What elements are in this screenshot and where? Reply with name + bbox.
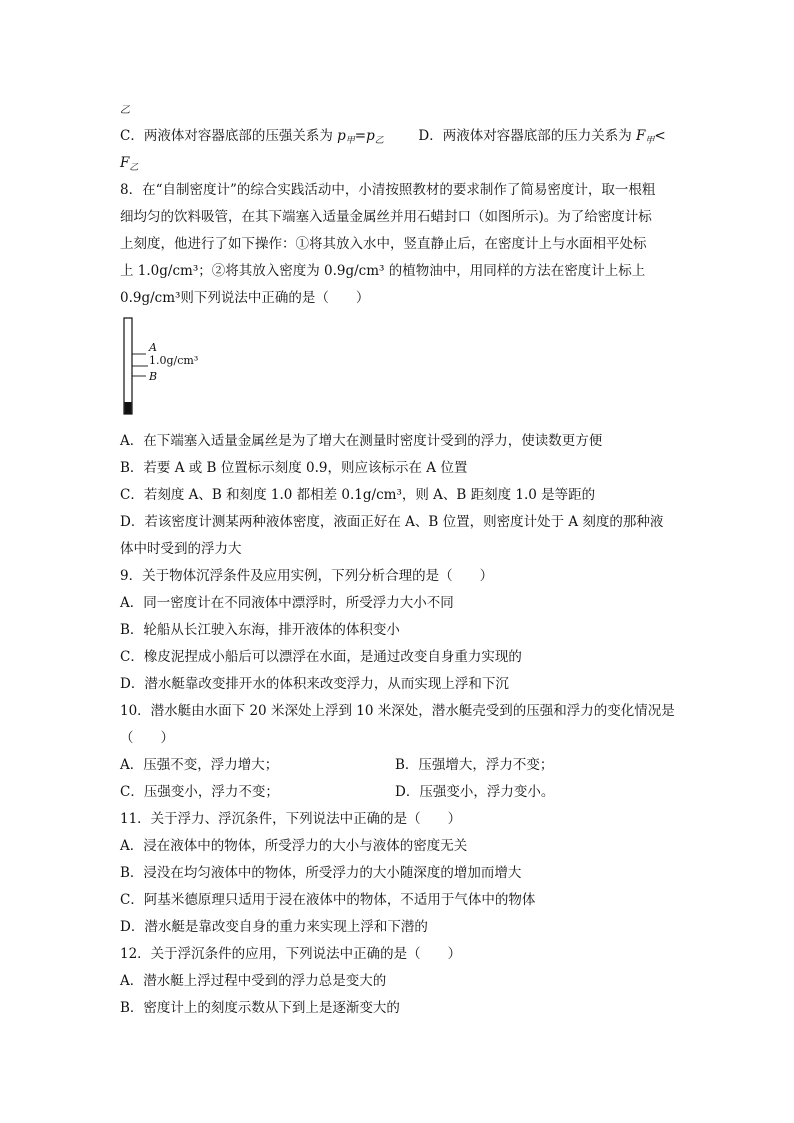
- hydrometer-figure: [120, 314, 680, 426]
- q11-option-b: B．浸没在均匀液体中的物体，所受浮力的大小随深度的增加而增大: [120, 865, 522, 881]
- q10-option-c: C．压强变小，浮力不变；: [120, 784, 279, 800]
- question-12: [120, 941, 680, 1022]
- q11-stem: 11．关于浮力、浮沉条件，下列说法中正确的是（ ）: [120, 811, 462, 827]
- q9-option-b: B．轮船从长江驶入东海，排开液体的体积变小: [120, 622, 400, 638]
- q10-options-row-1: [120, 752, 680, 779]
- q8-stem-line: 上 1.0g/cm³；②将其放入密度为 0.9g/cm³ 的植物油中，用同样的方法在密度计上标上: [120, 263, 646, 279]
- q8-stem-line: 上刻度，他进行了如下操作：①将其放入水中，竖直静止后，在密度计上与水面相平处标: [120, 236, 647, 252]
- q10-stem: 10．潜水艇由水面下 20 米深处上浮到 10 米深处，潜水艇壳受到的压强和浮力的变化情况是: [120, 703, 675, 719]
- q8-stem-line: 8．在“自制密度计”的综合实践活动中，小清按照教材的要求制作了简易密度计，取一根粗: [120, 182, 656, 198]
- q12-option-b: B．密度计上的刻度示数从下到上是逐渐变大的: [120, 1000, 400, 1016]
- option-c: C．两液体对容器底部的压强关系为 $p_甲=p_乙$: [120, 128, 384, 146]
- q12-option-a: A．潜水艇上浮过程中受到的浮力总是变大的: [120, 973, 387, 989]
- q10-options-row-2: [120, 779, 680, 806]
- q11-option-c: C．阿基米德原理只适用于浸在液体中的物体，不适用于气体中的物体: [120, 892, 536, 908]
- label-density-mark: 1.0g/cm³: [149, 354, 199, 367]
- q9-option-c: C．橡皮泥捏成小船后可以漂浮在水面，是通过改变自身重力实现的: [120, 649, 522, 665]
- option-d: D．两液体对容器底部的压力关系为 $F_甲<$: [418, 128, 666, 146]
- hydrometer-tube: [124, 318, 132, 414]
- q8-option-a: A．在下端塞入适量金属丝是为了增大在测量时密度计受到的浮力，使读数更方便: [120, 433, 603, 449]
- prev-question-options: [120, 123, 680, 150]
- question-8: [120, 177, 680, 563]
- q8-option-b: B．若要 A 或 B 位置标示刻度 0.9，则应该标示在 A 位置: [120, 460, 468, 476]
- q10-stem-cont: （ ）: [120, 730, 174, 746]
- question-10: [120, 698, 680, 806]
- q8-option-d: D．若该密度计测某两种液体密度，液面正好在 A、B 位置，则密度计处于 A 刻度的那种液: [120, 514, 664, 530]
- exam-page: [120, 96, 680, 1022]
- q10-option-b: B．压强增大，浮力不变；: [395, 757, 554, 773]
- question-9: [120, 563, 680, 698]
- q10-option-d: D．压强变小，浮力变小。: [395, 784, 555, 800]
- question-11: [120, 806, 680, 941]
- fragment-text: 乙: [120, 105, 130, 116]
- q8-option-d-cont: 体中时受到的浮力大: [120, 541, 242, 557]
- q9-option-d: D．潜水艇靠改变排开水的体积来改变浮力，从而实现上浮和下沉: [120, 676, 509, 692]
- metal-wire-weight: [125, 402, 132, 414]
- q11-option-d: D．潜水艇是靠改变自身的重力来实现上浮和下潜的: [120, 919, 428, 935]
- label-b: B: [149, 370, 158, 383]
- q12-stem: 12．关于浮沉条件的应用，下列说法中正确的是（ ）: [120, 946, 462, 962]
- q9-option-a: A．同一密度计在不同液体中漂浮时，所受浮力大小不同: [120, 595, 454, 611]
- q8-option-c: C．若刻度 A、B 和刻度 1.0 都相差 0.1g/cm³，则 A、B 距刻度 1.0 是等距的: [120, 487, 596, 503]
- q11-option-a: A．浸在液体中的物体，所受浮力的大小与液体的密度无关: [120, 838, 468, 854]
- q8-stem-line: 细均匀的饮料吸管，在其下端塞入适量金属丝并用石蜡封口（如图所示)。为了给密度计标: [120, 209, 652, 225]
- prev-question-fragment-2: $F_乙$: [120, 155, 139, 173]
- label-a: A: [149, 341, 157, 354]
- q9-stem: 9．关于物体沉浮条件及应用实例，下列分析合理的是（ ）: [120, 568, 494, 584]
- prev-question-fragment: [120, 96, 680, 123]
- q8-stem-line: 0.9g/cm³则下列说法中正确的是（ ）: [120, 290, 370, 306]
- q10-option-a: A．压强不变，浮力增大；: [120, 757, 279, 773]
